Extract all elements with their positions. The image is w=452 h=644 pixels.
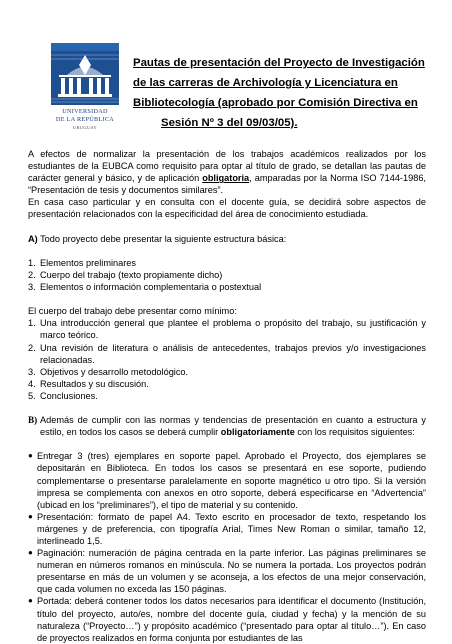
intro-text-end: , amparadas por la Norma ISO 7144-1986, “Presentación de tesis y documentos similares”. xyxy=(28,173,426,196)
bullet-text: Presentación: formato de papel A4. Texto escrito en procesador de texto, respetando los márgenes y de preferencia, con tipografía Arial, Times New Roman o similar, tamaño 12, interlineado 1,5. xyxy=(37,511,426,546)
bullet-item: ● Entregar 3 (tres) ejemplares en soporte papel. Aprobado el Proyecto, dos ejemplares se depositarán en Biblioteca. En todos los casos se presentará en ese soporte, pudiendo complementarse o presentarse paralelamente en soporte magnético u otro tipo. Si la versión impresa se complementa con anexos en otro soporte, deberá especificarse en “Advertencia” (ubicad en los “preliminares”), el tipo de material y su contenido. xyxy=(28,451,426,510)
title-line-4: Sesión Nº 3 del 09/03/05). xyxy=(161,117,298,129)
body-intro: El cuerpo del trabajo debe presentar como mínimo: xyxy=(28,306,237,317)
bullet-item: ● Paginación: numeración de página centrada en la parte inferior. Las páginas preliminares se numeran en números romanos en minúscula. No se numera la portada. Los proyectos podrán presentarse en más de un volumen y se aconseja, a los efectos de una mejor conservación, que cada volumen no exceda las 150 páginas. xyxy=(28,548,426,595)
section-b-text xyxy=(40,414,426,438)
logo-line-2: DE LA REPÚBLICA xyxy=(55,116,115,123)
intro-paragraph-1 xyxy=(28,148,426,196)
list-item-text: Una revisión de literatura o análisis de antecedentes, trabajos previos y/o investigaciones relacionadas. xyxy=(40,342,426,365)
section-a-heading xyxy=(28,233,426,245)
intro-paragraph-2: En casa caso particular y en consulta con el docente guía, se decidirá sobre aspectos de presentación relacionados con la especificidad del área de conocimiento estudiada. xyxy=(28,197,426,220)
university-emblem-icon xyxy=(47,41,123,107)
list-item-text: Cuerpo del trabajo (texto propiamente dicho) xyxy=(40,269,223,280)
section-b-letter: B) xyxy=(28,415,38,426)
list-item-text: Una introducción general que plantee el problema o propósito del trabajo, su justificación y marco teórico. xyxy=(40,318,426,341)
document-body xyxy=(28,148,426,644)
section-b-paragraph xyxy=(28,414,426,438)
title-line-1: Pautas de presentación del Proyecto de Investigación xyxy=(133,57,425,69)
document-title xyxy=(133,53,423,133)
section-a-text: Todo proyecto debe presentar la siguiente estructura básica: xyxy=(37,233,287,244)
bullet-item: ● Presentación: formato de papel A4. Texto escrito en procesador de texto, respetando los márgenes y de preferencia, con tipografía Arial, Times New Roman o similar, tamaño 12, interlineado 1,5. xyxy=(28,511,426,546)
list-item-text: Elementos o información complementaria o postextual xyxy=(40,282,262,293)
list-item: 1. Una introducción general que plantee el problema o propósito del trabajo, su justificación y marco teórico. xyxy=(28,318,426,341)
list-item: 2. Cuerpo del trabajo (texto propiamente dicho) xyxy=(28,269,426,281)
intro-text: A efectos de normalizar la presentación de los trabajos académicos realizados por los estudiantes de la EUBCA como requisito para optar al título de grado, se detallan las pautas de carácter general y básico, y de aplicación xyxy=(28,149,426,184)
list-item-text: Elementos preliminares xyxy=(40,257,136,268)
logo-line-3: URUGUAY xyxy=(72,125,98,130)
title-line-2: de las carreras de Archivología y Licenciatura en xyxy=(133,77,398,89)
obligatoria-emphasis: obligatoria xyxy=(202,173,250,184)
list-item: 3. Objetivos y desarrollo metodológico. xyxy=(28,366,426,378)
obligatoriamente-emphasis: obligatoriamente xyxy=(220,427,295,438)
bullet-text: Paginación: numeración de página centrada en la parte inferior. Las páginas preliminares se numeran en números romanos en minúscula. No se numera la portada. Los proyectos podrán presentarse en más de un volumen y se aconseja, a los efectos de una mejor conservación, que cada volumen no exceda las 150 páginas. xyxy=(37,548,426,595)
section-b-text-start: Además de cumplir con las normas y tendencias de presentación en cuanto a estructura y estilo, en todos los casos se deberá cumplir xyxy=(40,415,426,438)
bullet-text: Entregar 3 (tres) ejemplares en soporte papel. Aprobado el Proyecto, dos ejemplares se depositarán en Biblioteca. En todos los casos se presentará en ese soporte, pudiendo complementarse o presentarse paralelamente en soporte magnético u otro tipo. Si la versión impresa se complementa con anexos en otro soporte, deberá especificarse en “Advertencia” (ubicad en los “preliminares”), el tipo de material y su contenido. xyxy=(37,451,426,510)
list-item: 2. Una revisión de literatura o análisis de antecedentes, trabajos previos y/o investigaciones relacionadas. xyxy=(28,342,426,365)
list-item: 3. Elementos o información complementaria o postextual xyxy=(28,281,426,293)
list-item: 5. Conclusiones. xyxy=(28,390,426,402)
list-item-text: Objetivos y desarrollo metodológico. xyxy=(40,366,189,377)
section-a-letter: A) xyxy=(28,233,38,244)
list-item-text: Resultados y su discusión. xyxy=(40,378,149,389)
section-b-text-end: con los requisitos siguientes: xyxy=(294,427,415,438)
list-item: 1. Elementos preliminares xyxy=(28,257,426,269)
list-item: 4. Resultados y su discusión. xyxy=(28,378,426,390)
logo-caption xyxy=(47,108,123,132)
logo-line-1: UNIVERSIDAD xyxy=(62,108,108,115)
bullet-text: Portada: deberá contener todos los datos necesarios para identificar el documento (Institución, título del proyecto, auto/es, nombre del docente guía, ciudad y fecha) y la mención de su naturaleza (“Proyecto…”) y propósito académico (“presentado para optar al título…”). En caso de proyectos realizados en forma conjunta por estudiantes de las xyxy=(37,596,426,643)
title-line-3: Bibliotecología (aprobado por Comisión Directiva en xyxy=(133,97,418,109)
bullet-item: ● Portada: deberá contener todos los datos necesarios para identificar el documento (Institución, título del proyecto, auto/es, nombre del docente guía, ciudad y fecha) y la mención de su naturaleza (“Proyecto…”) y propósito académico (“presentado para optar al título…”). En caso de proyectos realizados en forma conjunta por estudiantes de las xyxy=(28,596,426,643)
university-logo xyxy=(47,41,123,132)
list-item-text: Conclusiones. xyxy=(40,390,98,401)
